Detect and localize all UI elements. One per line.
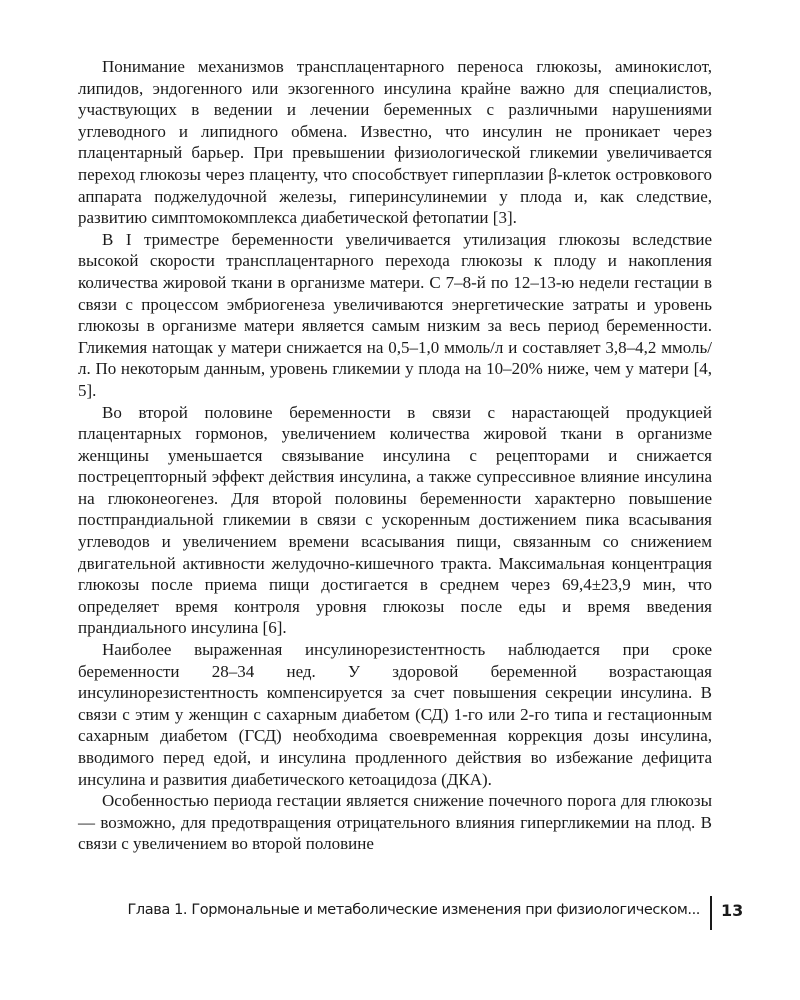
page-footer [0,896,800,930]
paragraph: В I триместре беременности увеличивается утилизация глюкозы вследствие высокой скорости трансплацентарного перехода глюкозы к плоду и накопления количества жировой ткани в организме матери. С 7–8-й по 12–13-ю недели гестации в связи с процессом эмбриогенеза увеличиваются энергетические затраты и уровень глюкозы в организме матери является самым низким за весь период беременности. Гликемия натощак у матери снижается на 0,5–1,0 ммоль/л и составляет 3,8–4,2 ммоль/л. По некоторым данным, уровень гликемии у плода на 10–20% ниже, чем у матери [4, 5]. [78,229,712,400]
paragraph: Наиболее выраженная инсулинорезистентность наблюдается при сроке беременности 28–34 нед. У здоровой беременной возрастающая инсулинорезистентность компенсируется за счет повышения секреции инсулина. В связи с этим у женщин с сахарным диабетом (СД) 1-го или 2-го типа и гестационным сахарным диабетом (ГСД) необходима своевременная коррекция дозы инсулина, вводимого перед едой, и инсулина продленного действия во избежание дефицита инсулина и развития диабетического кетоацидоза (ДКА). [78,640,712,789]
page-number: 13 [721,901,744,920]
paragraph: Понимание механизмов трансплацентарного переноса глюкозы, аминокислот, липидов, эндогенного или экзогенного инсулина крайне важно для специалистов, участвующих в ведении и лечении беременных с различными нарушениями углеводного и липидного обмена. Известно, что инсулин не проникает через плацентарный барьер. При превышении физиологической гликемии увеличивается переход глюкозы через плаценту, что способствует гиперплазии β-клеток островкового аппарата поджелудочной железы, гиперинсулинемии у плода и, как следствие, развитию симптомокомплекса диабетической фетопатии [3]. [78,57,712,228]
running-head: Глава 1. Гормональные и метаболические изменения при физиологическом... [127,902,700,918]
body-text [78,56,712,855]
footer-divider [710,896,712,930]
paragraph: Особенностью периода гестации является снижение почечного порога для глюкозы — возможно, для предотвращения отрицательного влияния гипергликемии на плод. В связи с увеличением во второй половине [78,791,712,854]
paragraph: Во второй половине беременности в связи с нарастающей продукцией плацентарных гормонов, увеличением количества жировой ткани в организме женщины уменьшается связывание инсулина с рецепторами и снижается пострецепторный эффект действия инсулина, а также супрессивное влияние инсулина на глюконеогенез. Для второй половины беременности характерно повышение постпрандиальной гликемии в связи с ускоренным достижением пика всасывания углеводов и увеличением времени всасывания пищи, связанным со снижением двигательной активности желудочно-кишечного тракта. Максимальная концентрация глюкозы после приема пищи достигается в среднем через 69,4±23,9 мин, что определяет время контроля уровня глюкозы после еды и время введения прандиального инсулина [6]. [78,402,712,638]
